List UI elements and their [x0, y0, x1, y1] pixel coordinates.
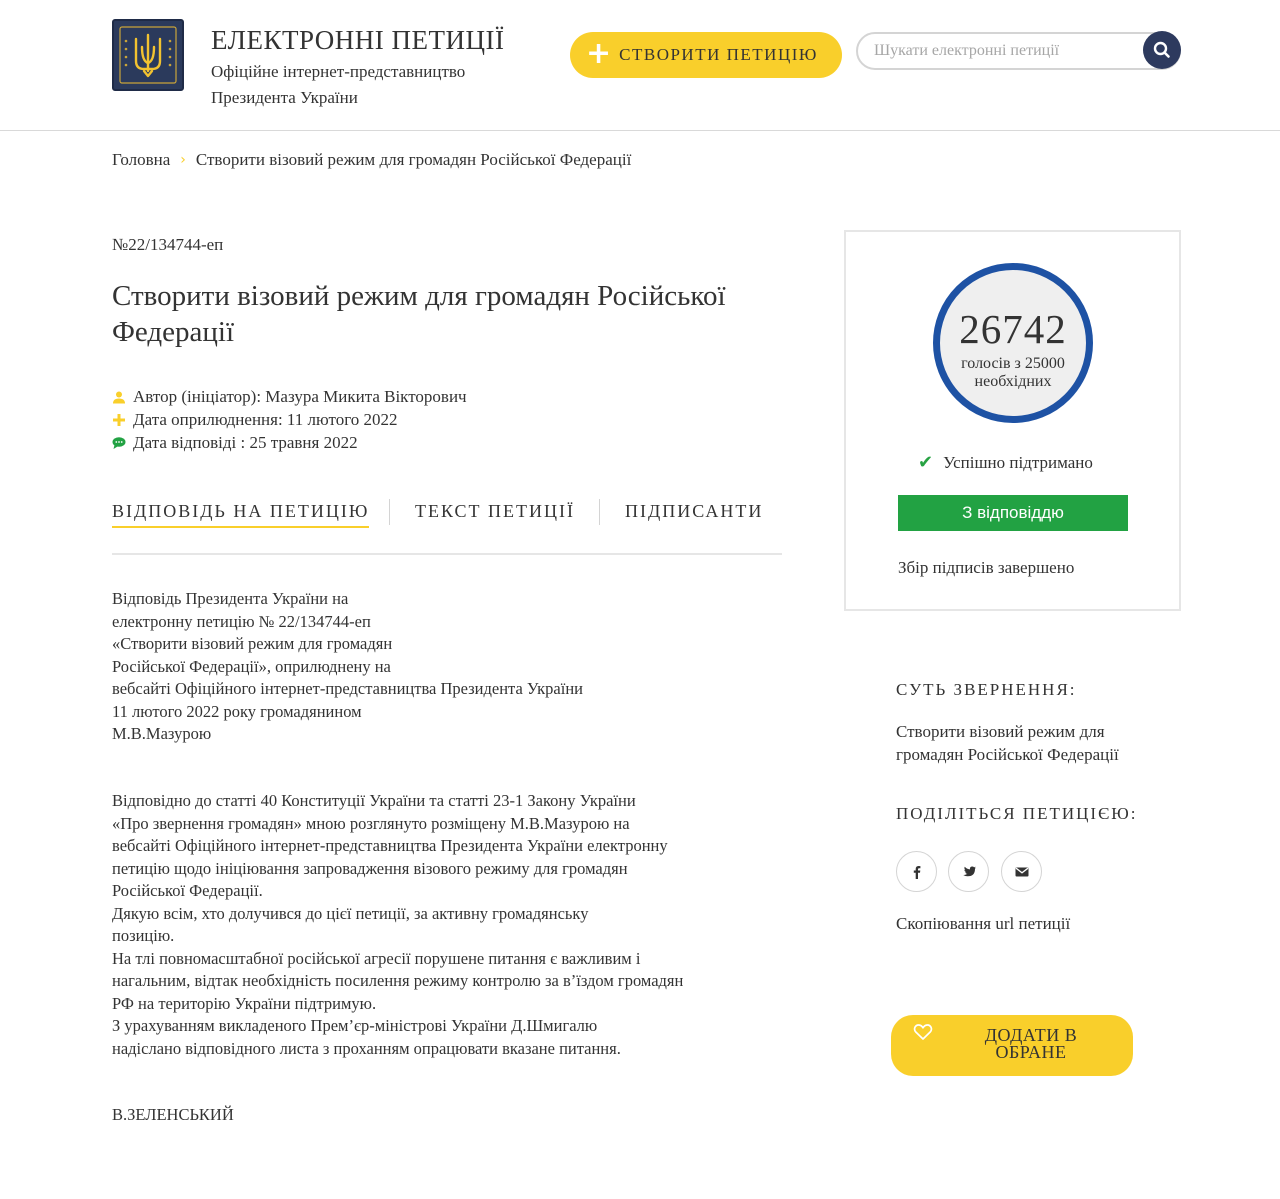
votes-progress-circle — [933, 263, 1093, 423]
site-subtitle-line2: Президента України — [211, 88, 358, 107]
answer-line: 11 лютого 2022 року громадянином — [112, 701, 362, 721]
search-input[interactable] — [874, 40, 1134, 62]
share-facebook-button[interactable] — [896, 851, 937, 892]
favorite-line: ОБРАНЕ — [995, 1042, 1067, 1062]
votes-count: 26742 — [959, 306, 1067, 352]
create-petition-label: СТВОРИТИ ПЕТИЦІЮ — [619, 45, 818, 64]
plus-small-icon — [112, 413, 126, 427]
petition-author-text: Автор (ініціатор): Мазура Микита Вікторович — [133, 387, 467, 406]
answer-line: Російської Федерації», оприлюднену на — [112, 656, 391, 676]
answer-line: Відповідь Президента України на — [112, 589, 349, 608]
twitter-icon — [961, 864, 977, 880]
petition-answered — [112, 433, 358, 453]
share-email-button[interactable] — [1001, 851, 1042, 892]
petition-published — [112, 410, 398, 430]
plus-icon: + — [586, 35, 612, 71]
share-heading: ПОДІЛІТЬСЯ ПЕТИЦІЄЮ: — [896, 804, 1138, 823]
petition-status-text: Успішно підтримано — [943, 452, 1093, 472]
answer-line: М.В.Мазурою — [112, 724, 212, 743]
site-title[interactable]: ЕЛЕКТРОННІ ПЕТИЦІЇ — [211, 25, 505, 55]
votes-panel — [844, 230, 1181, 611]
petition-title: Створити візовий режим для громадян Російської Федерації — [112, 280, 726, 348]
petition-number: №22/134744-еп — [112, 235, 224, 254]
answer-line: Російської Федерації. — [112, 881, 263, 900]
search-icon — [1143, 31, 1181, 69]
tab-text[interactable]: ТЕКСТ ПЕТИЦІЇ — [415, 501, 576, 521]
site-logo[interactable] — [112, 19, 184, 91]
tab-divider — [389, 499, 390, 525]
answer-line: надіслано відповідного листа з проханням опрацювати вказане питання. — [112, 1038, 621, 1058]
with-answer-button[interactable]: З відповіддю — [898, 495, 1128, 531]
check-icon: ✔ — [918, 452, 934, 473]
answer-line: вебсайті Офіційного інтернет-представництва Президента України електронну — [112, 836, 668, 855]
answer-line: петицію щодо ініціювання запровадження візового режиму для громадян — [112, 858, 628, 878]
petition-status — [918, 452, 1093, 473]
petition-answered-text: Дата відповіді : 25 травня 2022 — [133, 433, 358, 452]
breadcrumb — [112, 150, 631, 170]
favorite-line: ДОДАТИ В — [984, 1025, 1078, 1045]
create-petition-button[interactable] — [570, 32, 842, 78]
answer-line: РФ на територію України підтримую. — [112, 993, 377, 1013]
essence-line: Створити візовий режим для — [896, 722, 1105, 741]
answer-line: вебсайті Офіційного інтернет-представництва Президента України — [112, 679, 583, 698]
votes-required-line2: необхідних — [974, 373, 1052, 390]
answer-line: З урахуванням викладеного Прем’єр-міністрові України Д.Шмигалю — [112, 1016, 598, 1035]
answer-line: «Про звернення громадян» мною розглянуто розміщену М.В.Мазурою на — [112, 813, 630, 833]
breadcrumb-home[interactable]: Головна — [112, 150, 171, 169]
answer-line: електронну петицію № 22/134744-еп — [112, 611, 371, 631]
essence-text — [896, 721, 1166, 766]
share-twitter-button[interactable] — [948, 851, 989, 892]
answer-line: нагальним, відтак необхідність посилення режиму контролю за в’їздом громадян — [112, 971, 684, 990]
search-box — [856, 32, 1181, 70]
breadcrumb-current: Створити візовий режим для громадян Російської Федерації — [195, 150, 632, 169]
facebook-icon — [909, 864, 925, 880]
search-button[interactable] — [1143, 31, 1181, 69]
votes-required — [940, 355, 1086, 391]
envelope-icon — [1014, 864, 1030, 880]
tab-divider — [599, 499, 600, 525]
heart-icon — [913, 1023, 933, 1041]
chat-bubble-icon — [112, 436, 126, 450]
essence-heading: СУТЬ ЗВЕРНЕННЯ: — [896, 680, 1077, 699]
votes-required-line1: голосів з 25000 — [961, 355, 1065, 372]
answer-line: «Створити візовий режим для громадян — [112, 634, 393, 653]
site-subtitle-line1: Офіційне інтернет-представництво — [211, 62, 466, 81]
answer-intro — [112, 588, 772, 746]
copy-url-link[interactable]: Скопіювання url петиції — [896, 914, 1071, 933]
trident-logo-icon — [114, 21, 182, 89]
tab-signers[interactable]: ПІДПИСАНТИ — [625, 501, 764, 521]
tab-answer[interactable]: ВІДПОВІДЬ НА ПЕТИЦІЮ — [112, 501, 369, 528]
chevron-right-icon: › — [180, 152, 186, 168]
petition-published-text: Дата оприлюднення: 11 лютого 2022 — [133, 410, 398, 429]
petition-author — [112, 387, 467, 407]
answer-signature: В.ЗЕЛЕНСЬКИЙ — [112, 1105, 234, 1124]
petition-tabs — [112, 497, 782, 555]
answer-line: Відповідно до статті 40 Конституції України та статті 23-1 Закону України — [112, 791, 636, 810]
add-to-favorites-button[interactable] — [891, 1015, 1133, 1076]
add-to-favorites-label — [951, 1027, 1111, 1061]
essence-line: громадян Російської Федерації — [896, 744, 1119, 764]
user-icon — [112, 390, 126, 404]
site-header — [0, 0, 1280, 131]
collection-closed: Збір підписів завершено — [898, 558, 1075, 577]
answer-line: Дякую всім, хто долучився до цієї петиції, за активну громадянську — [112, 903, 589, 923]
answer-line: На тлі повномасштабної російської агресії порушене питання є важливим і — [112, 948, 641, 968]
answer-line: позицію. — [112, 926, 175, 945]
answer-body — [112, 790, 772, 1060]
